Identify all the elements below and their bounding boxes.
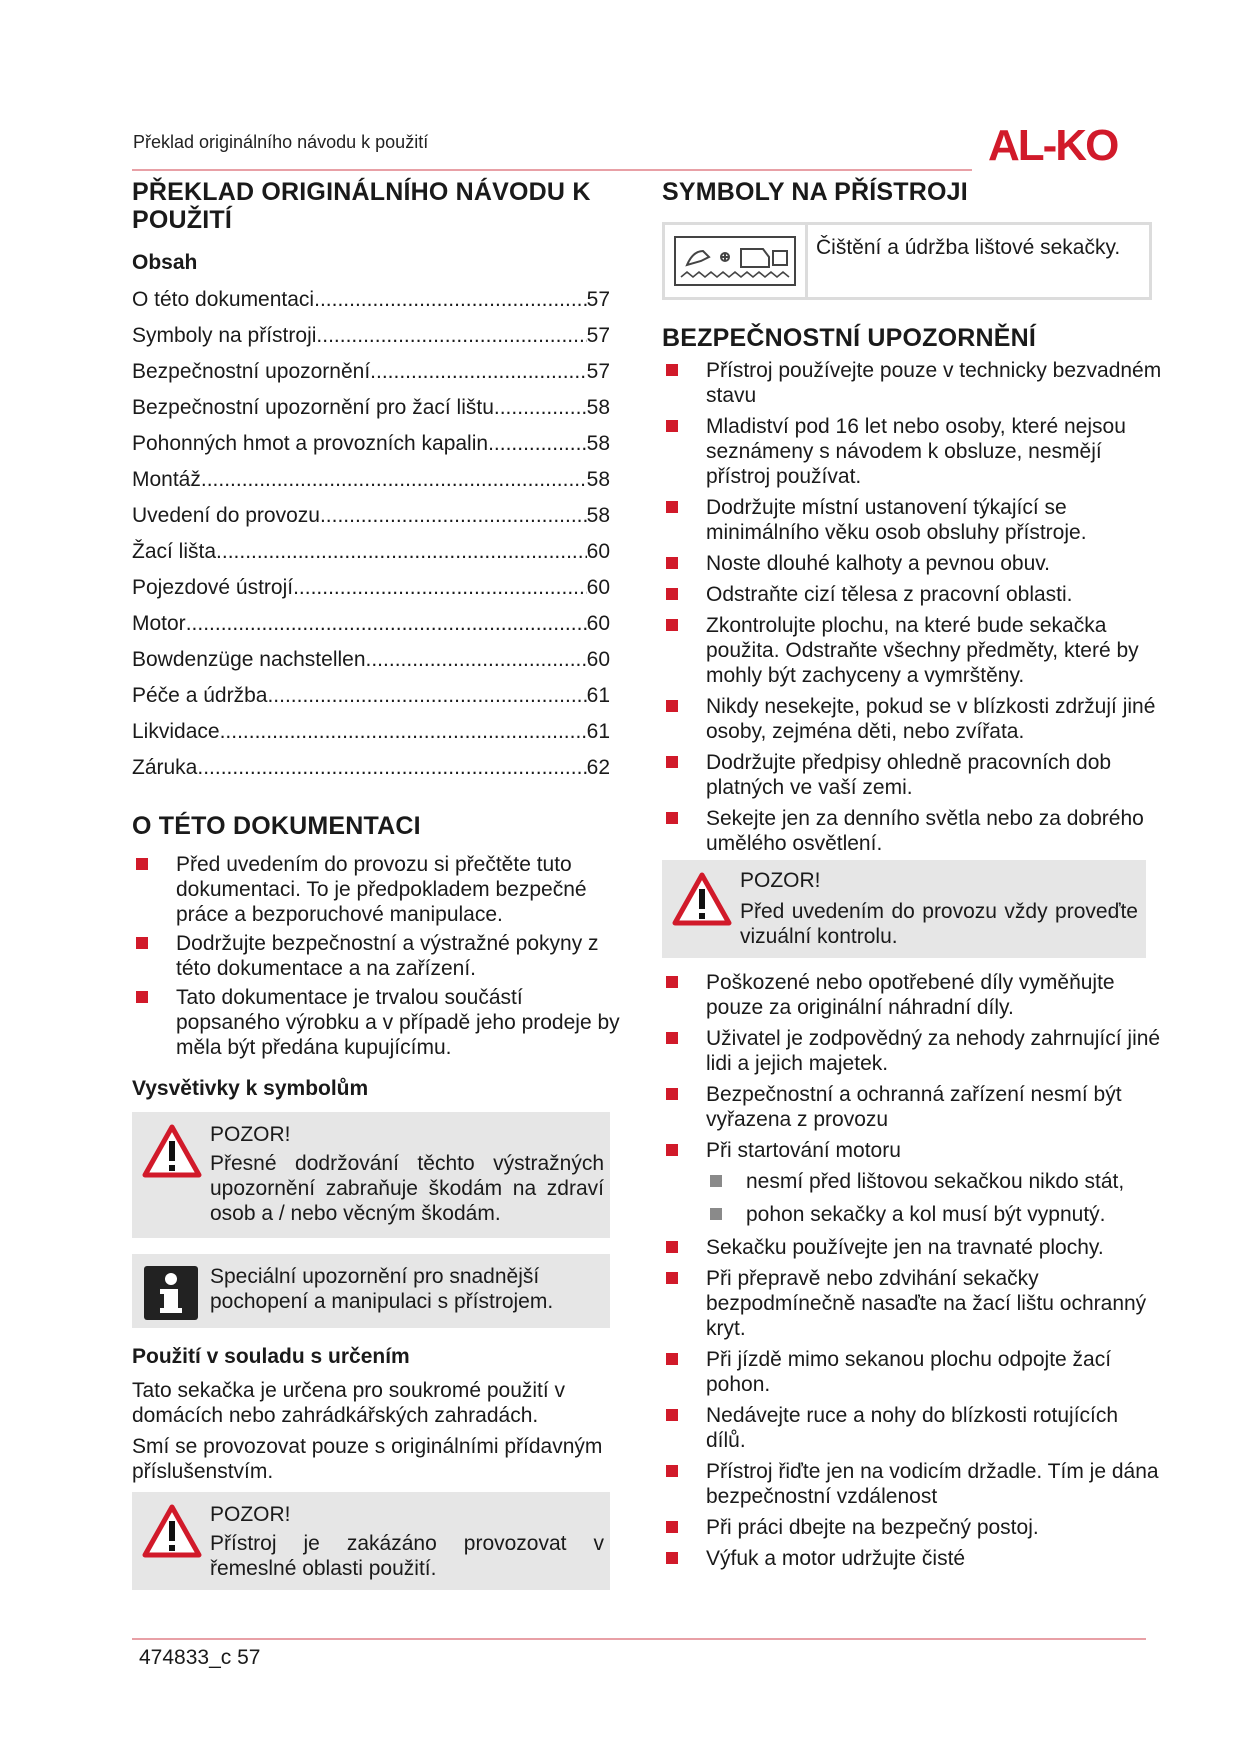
- bullet-square: [666, 1032, 678, 1044]
- warning-text: Přístroj je zakázáno provozovat v řemeslné oblasti použití.: [210, 1532, 604, 1580]
- list-item: Noste dlouhé kalhoty a pevnou obuv.: [662, 551, 1162, 576]
- bullet-square: [666, 1465, 678, 1477]
- warning-text: Přesné dodržování těchto výstražných upozornění zabraňuje škodám na zdraví osob a / nebo věcným škodám.: [210, 1152, 604, 1225]
- list-item: Mladiství pod 16 let nebo osoby, které nejsou seznámeny s návodem k obsluze, nesmějí přístroj používat.: [662, 414, 1162, 489]
- bullet-square: [666, 420, 678, 432]
- list-item: Odstraňte cizí tělesa z pracovní oblasti.: [662, 582, 1162, 607]
- bullet-square: [666, 1088, 678, 1100]
- bullet-square: [666, 1353, 678, 1365]
- toc-entry[interactable]: Záruka ..... 62: [132, 754, 610, 790]
- svg-text:AL-KO: AL-KO: [988, 122, 1118, 166]
- list-item: Dodržujte předpisy ohledně pracovních dob platných ve vaší zemi.: [662, 750, 1162, 800]
- info-box: [132, 1254, 610, 1328]
- maintenance-symbol-icon: [673, 235, 797, 287]
- symbol-table: [662, 222, 1152, 300]
- toc-entry[interactable]: Pohonných hmot a provozních kapalin ..... 58: [132, 430, 610, 466]
- info-icon: [144, 1266, 198, 1320]
- bullet-square: [666, 1144, 678, 1156]
- list-item: Při jízdě mimo sekanou plochu odpojte žací pohon.: [662, 1347, 1162, 1397]
- bullet-square: [666, 1521, 678, 1533]
- toc-entry[interactable]: Péče a údržba ..... 61: [132, 682, 610, 718]
- list-item: Při práci dbejte na bezpečný postoj.: [662, 1515, 1162, 1540]
- bullet-square: [136, 991, 148, 1003]
- list-item: Při přepravě nebo zdvihání sekačky bezpodmínečně nasaďte na žací lištu ochranný kryt.: [662, 1266, 1162, 1341]
- right-column: [662, 178, 1172, 1571]
- warning-box: [132, 1492, 610, 1590]
- bullet-square: [666, 812, 678, 824]
- toc-entry[interactable]: Bezpečnostní upozornění pro žací lištu ..... 58: [132, 394, 610, 430]
- main-title: PŘEKLAD ORIGINÁLNÍHO NÁVODU K POUŽITÍ: [132, 178, 591, 234]
- toc-entry[interactable]: O této dokumentaci ..... 57: [132, 286, 610, 322]
- symbols-section-title: SYMBOLY NA PŘÍSTROJI: [662, 178, 968, 206]
- toc-entry[interactable]: Bezpečnostní upozornění ..... 57: [132, 358, 610, 394]
- toc-entry[interactable]: Uvedení do provozu ..... 58: [132, 502, 610, 538]
- toc-entry[interactable]: Motor ..... 60: [132, 610, 610, 646]
- bullet-square: [666, 976, 678, 988]
- safety-list: [662, 358, 1162, 856]
- warning-triangle-icon: [142, 1124, 202, 1178]
- info-text: Speciální upozornění pro snadnější pochopení a manipulaci s přístrojem.: [210, 1265, 554, 1313]
- warning-triangle-icon: [142, 1504, 202, 1558]
- footer-doc-number: 474833_c 57: [139, 1646, 261, 1669]
- legend-heading: Vysvětivky k symbolům: [132, 1077, 369, 1100]
- list-item: Nikdy nesekejte, pokud se v blízkosti zdržují jiné osoby, zejména děti, nebo zvířata.: [662, 694, 1162, 744]
- list-item: Poškozené nebo opotřebené díly vyměňujte pouze za originální náhradní díly.: [662, 970, 1162, 1020]
- warning-box: [662, 860, 1146, 958]
- bullet-square: [666, 1409, 678, 1421]
- bullet-square: [666, 557, 678, 569]
- bullet-square: [666, 364, 678, 376]
- list-item: Sekačku používejte jen na travnaté plochy.: [662, 1235, 1162, 1260]
- list-item: Při startování motoru: [662, 1138, 1162, 1163]
- list-item: pohon sekačky a kol musí být vypnutý.: [662, 1202, 1162, 1227]
- warning-box: [132, 1112, 610, 1238]
- toc-entry[interactable]: Likvidace ..... 61: [132, 718, 610, 754]
- left-column: [132, 178, 640, 1590]
- list-item: Tato dokumentace je trvalou součástí popsaného výrobku a v případě jeho prodeje by měla být předána kupujícímu.: [132, 985, 632, 1060]
- list-item: Uživatel je zodpovědný za nehody zahrnující jiné lidi a jejich majetek.: [662, 1026, 1162, 1076]
- bullet-square: [666, 1272, 678, 1284]
- bullet-square: [710, 1175, 722, 1187]
- symbol-description: Čištění a údržba lištové sekačky.: [816, 236, 1121, 259]
- about-list: [132, 852, 632, 1060]
- intended-use-paragraph: Tato sekačka je určena pro soukromé použití v domácích nebo zahrádkářských zahradách.: [132, 1379, 566, 1427]
- toc-entry[interactable]: Pojezdové ústrojí ..... 60: [132, 574, 610, 610]
- list-item: Přístroj řiďte jen na vodicím držadle. Tím je dána bezpečnostní vzdálenost: [662, 1459, 1162, 1509]
- safety-section-title: BEZPEČNOSTNÍ UPOZORNĚNÍ: [662, 324, 1037, 352]
- footer-divider: [132, 1638, 1146, 1640]
- safety-list: [662, 970, 1162, 1163]
- bullet-square: [666, 588, 678, 600]
- list-item: Bezpečnostní a ochranná zařízení nesmí být vyřazena z provozu: [662, 1082, 1162, 1132]
- bullet-square: [666, 700, 678, 712]
- bullet-square: [666, 1241, 678, 1253]
- bullet-square: [666, 501, 678, 513]
- list-item: Přístroj používejte pouze v technicky bezvadném stavu: [662, 358, 1162, 408]
- list-item: Sekejte jen za denního světla nebo za dobrého umělého osvětlení.: [662, 806, 1162, 856]
- table-of-contents: [132, 286, 610, 790]
- safety-sublist: [662, 1169, 1162, 1227]
- bullet-square: [710, 1208, 722, 1220]
- header-divider: [132, 169, 972, 171]
- bullet-square: [136, 937, 148, 949]
- list-item: Dodržujte místní ustanovení týkající se minimálního věku osob obsluhy přístroje.: [662, 495, 1162, 545]
- symbol-cell: [665, 225, 808, 297]
- list-item: Zkontrolujte plochu, na které bude sekačka použita. Odstraňte všechny předměty, které by mohly být zachyceny a vymrštěny.: [662, 613, 1162, 688]
- list-item: Výfuk a motor udržujte čisté: [662, 1546, 1162, 1571]
- warning-title: POZOR!: [210, 1123, 291, 1146]
- bullet-square: [666, 1552, 678, 1564]
- list-item: nesmí před lištovou sekačkou nikdo stát,: [662, 1169, 1162, 1194]
- warning-title: POZOR!: [740, 869, 821, 892]
- warning-title: POZOR!: [210, 1503, 291, 1526]
- warning-triangle-icon: [672, 872, 732, 926]
- toc-entry[interactable]: Montáž ..... 58: [132, 466, 610, 502]
- intended-use-heading: Použití v souladu s určením: [132, 1345, 410, 1368]
- header-title: Překlad originálního návodu k použití: [133, 132, 429, 152]
- toc-entry[interactable]: Žací lišta ..... 60: [132, 538, 610, 574]
- toc-entry[interactable]: Bowdenzüge nachstellen ..... 60: [132, 646, 610, 682]
- bullet-square: [136, 858, 148, 870]
- alko-logo: [988, 122, 1146, 166]
- list-item: Před uvedením do provozu si přečtěte tuto dokumentaci. To je předpokladem bezpečné práce a bezporuchové manipulace.: [132, 852, 632, 927]
- bullet-square: [666, 619, 678, 631]
- toc-entry[interactable]: Symboly na přístroji ..... 57: [132, 322, 610, 358]
- bullet-square: [666, 756, 678, 768]
- contents-heading: Obsah: [132, 251, 198, 274]
- list-item: Dodržujte bezpečnostní a výstražné pokyny z této dokumentace a na zařízení.: [132, 931, 632, 981]
- list-item: Nedávejte ruce a nohy do blízkosti rotujících dílů.: [662, 1403, 1162, 1453]
- about-section-title: O TÉTO DOKUMENTACI: [132, 812, 421, 840]
- warning-text: Před uvedením do provozu vždy proveďte vizuální kontrolu.: [740, 900, 1138, 948]
- intended-use-paragraph: Smí se provozovat pouze s originálními přídavným příslušenstvím.: [132, 1435, 603, 1483]
- safety-list: [662, 1235, 1162, 1571]
